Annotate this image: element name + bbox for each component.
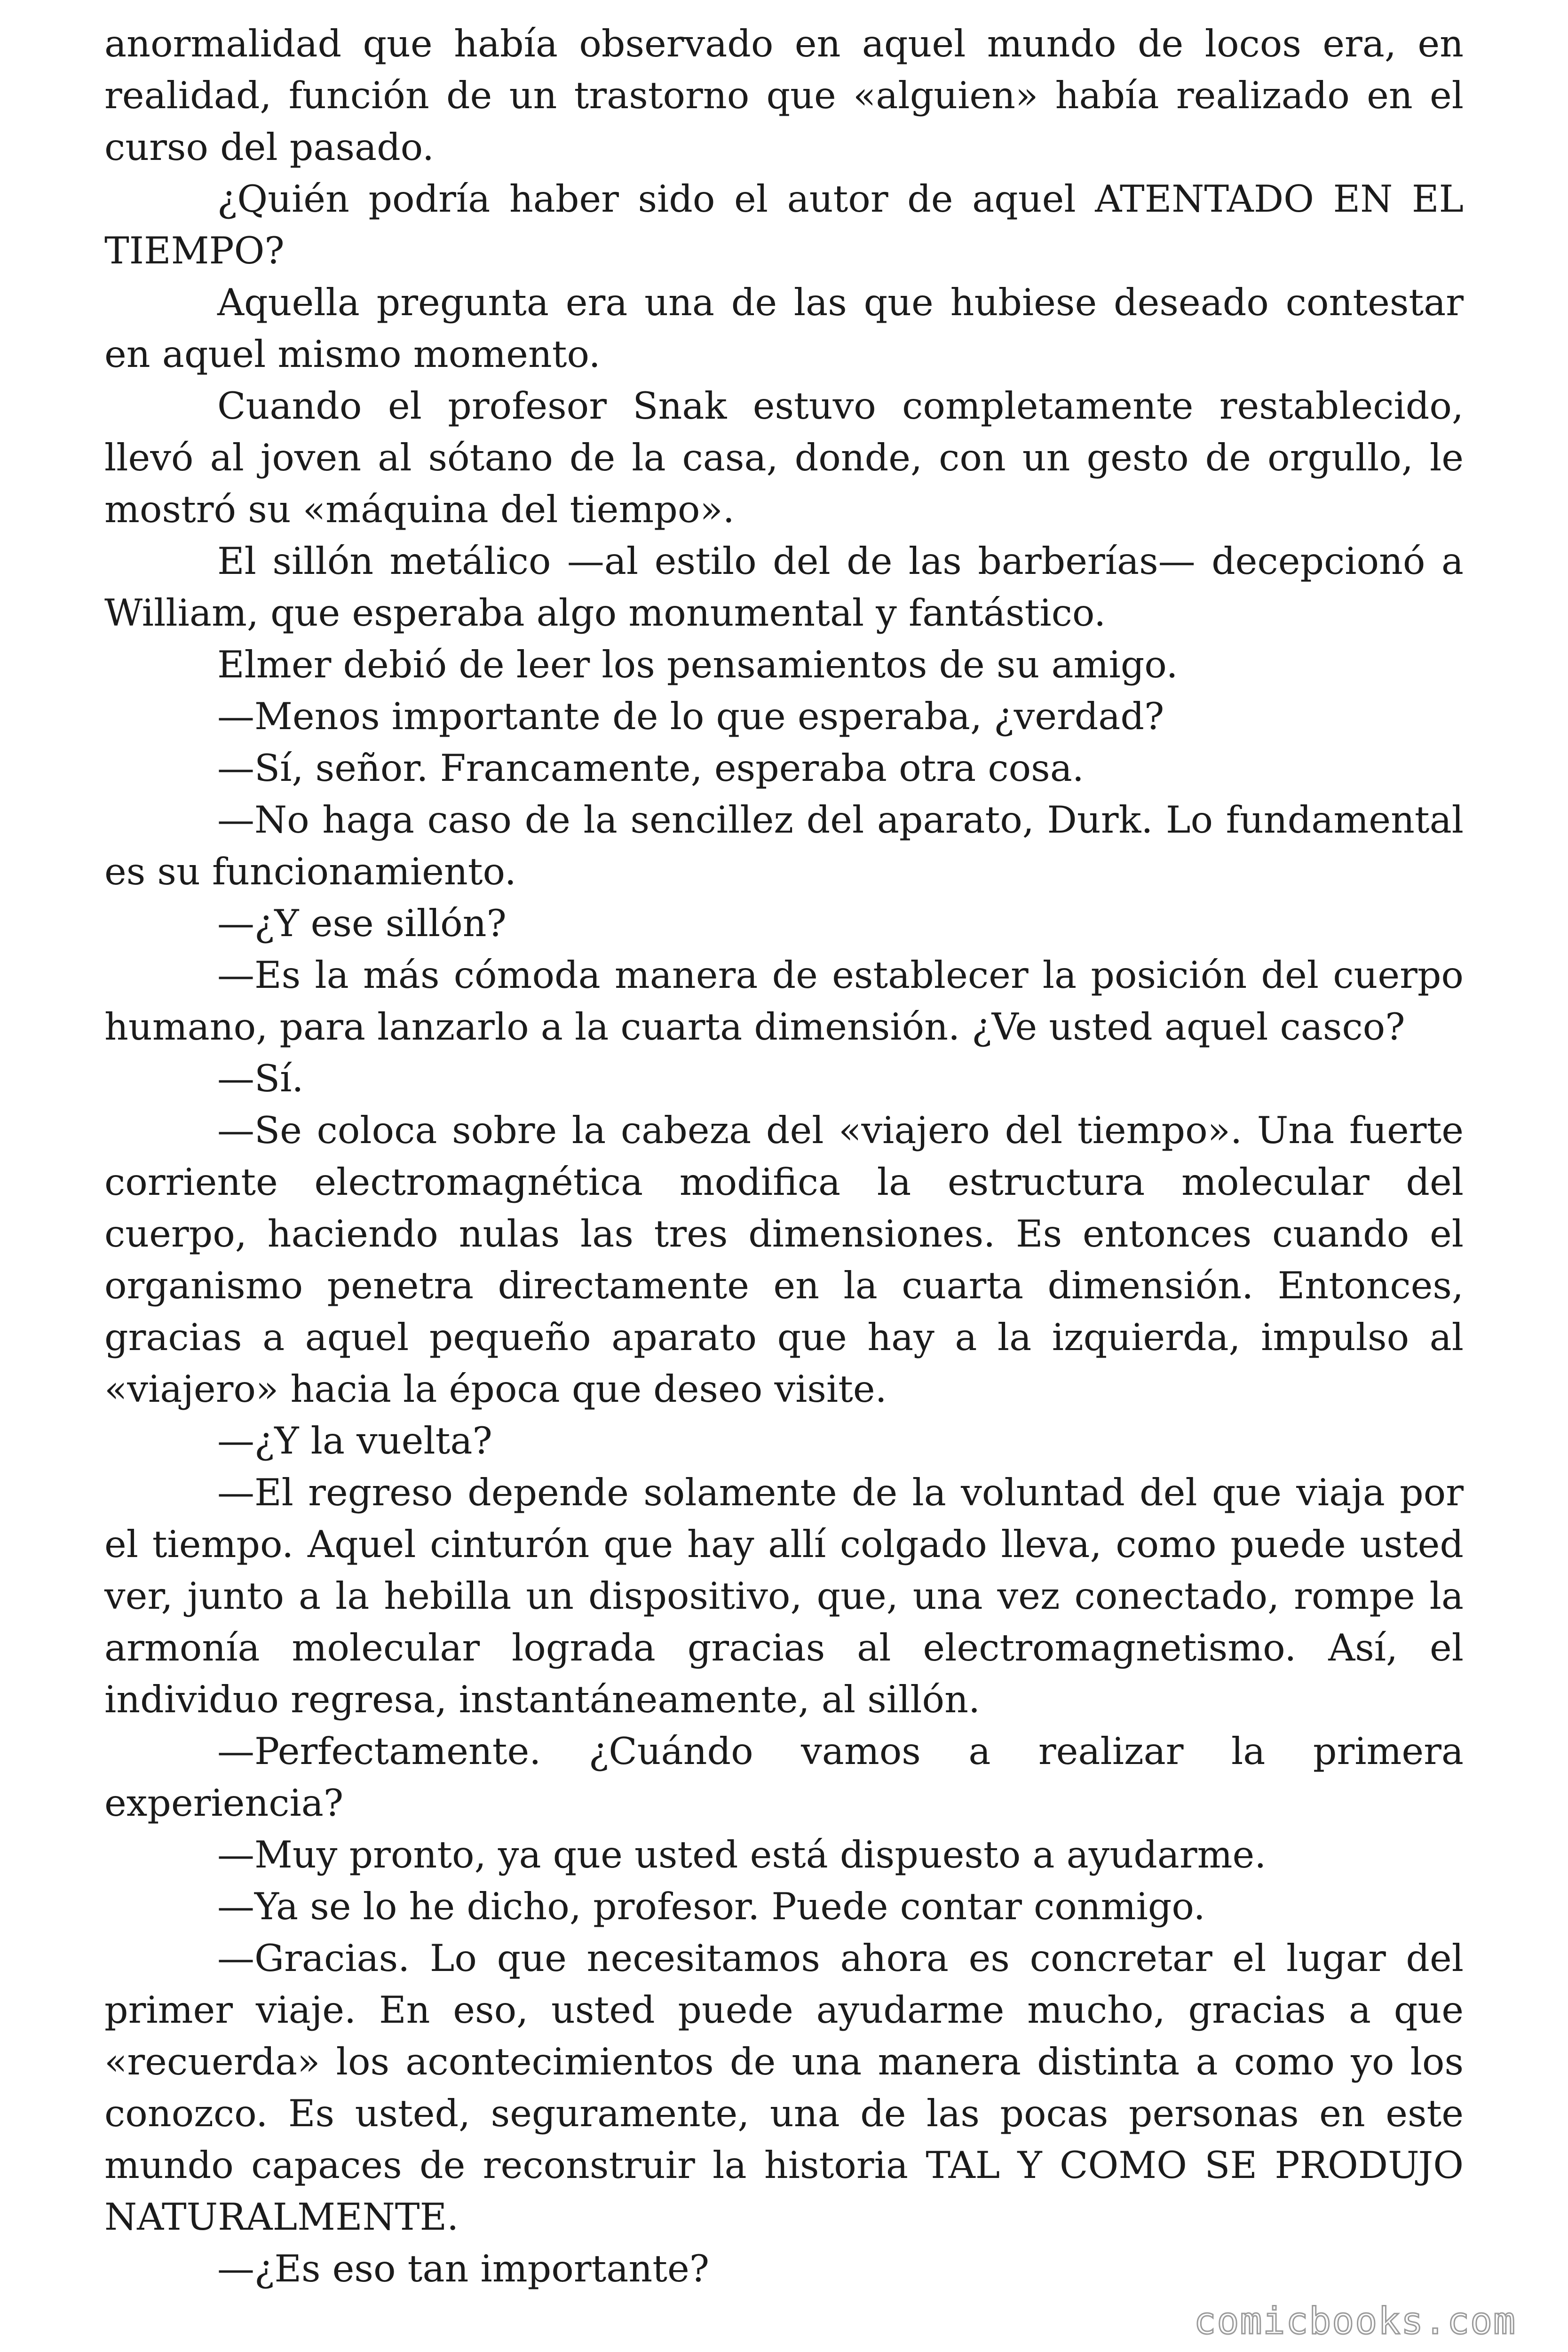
- dialogue-line: —Muy pronto, ya que usted está dispuesto a ayudarme.: [217, 1833, 1267, 1876]
- dialogue-line: —Es la más cómoda manera de establecer la posición del cuerpo humano, para lanzarlo a la cuarta dimensión. ¿Ve usted aquel casco?: [104, 954, 1464, 1049]
- paragraph: anormalidad que había observado en aquel mundo de locos era, en realidad, función de un trastorno que «alguien» había realizado en el curso del pasado.: [104, 22, 1464, 169]
- dialogue-line: —Perfectamente. ¿Cuándo vamos a realizar la primera experiencia?: [104, 1730, 1464, 1825]
- dialogue-line: —¿Y la vuelta?: [217, 1419, 492, 1462]
- dialogue-line: —Ya se lo he dicho, profesor. Puede contar conmigo.: [217, 1885, 1205, 1928]
- paragraph: Elmer debió de leer los pensamientos de su amigo.: [217, 643, 1178, 686]
- paragraph: El sillón metálico —al estilo del de las barberías— decepcionó a William, que esperaba algo monumental y fantástico.: [104, 540, 1464, 635]
- dialogue-line: —¿Y ese sillón?: [217, 902, 507, 945]
- dialogue-line: —No haga caso de la sencillez del aparato, Durk. Lo fundamental es su funcionamiento.: [104, 798, 1464, 893]
- paragraph: ¿Quién podría haber sido el autor de aquel ATENTADO EN EL TIEMPO?: [104, 177, 1464, 272]
- dialogue-line: —Se coloca sobre la cabeza del «viajero del tiempo». Una fuerte corriente electromagnética modifica la estructura molecular del cuerpo, haciendo nulas las tres dimensiones. Es entonces cuando el organismo penetra directamente en la cuarta dimensión. Entonces, gracias a aquel pequeño aparato que hay a la izquierda, impulso al «viajero» hacia la época que deseo visite.: [104, 1109, 1464, 1411]
- dialogue-line: —Sí, señor. Francamente, esperaba otra cosa.: [217, 747, 1084, 790]
- dialogue-line: —Sí.: [217, 1057, 304, 1100]
- dialogue-line: —El regreso depende solamente de la voluntad del que viaja por el tiempo. Aquel cinturón que hay allí colgado lleva, como puede usted ver, junto a la hebilla un dispositivo, que, una vez conectado, rompe la armonía molecular lograda gracias al electromagnetismo. Así, el individuo regresa, instantáneamente, al sillón.: [104, 1471, 1464, 1721]
- dialogue-line: —Menos importante de lo que esperaba, ¿verdad?: [217, 695, 1164, 738]
- watermark: comicbooks.com: [1194, 2300, 1516, 2343]
- dialogue-line: —¿Es eso tan importante?: [217, 2247, 710, 2290]
- paragraph: Aquella pregunta era una de las que hubiese deseado contestar en aquel mismo momento.: [104, 281, 1464, 376]
- dialogue-line: —Gracias. Lo que necesitamos ahora es concretar el lugar del primer viaje. En eso, usted puede ayudarme mucho, gracias a que «recuerda» los acontecimientos de una manera distinta a como yo los conozco. Es usted, seguramente, una de las pocas personas en este mundo capaces de reconstruir la historia TAL Y COMO SE PRODUJO NATURALMENTE.: [104, 1937, 1464, 2239]
- document-page: [104, 18, 1464, 2295]
- paragraph: Cuando el profesor Snak estuvo completamente restablecido, llevó al joven al sótano de la casa, donde, con un gesto de orgullo, le mostró su «máquina del tiempo».: [104, 384, 1464, 531]
